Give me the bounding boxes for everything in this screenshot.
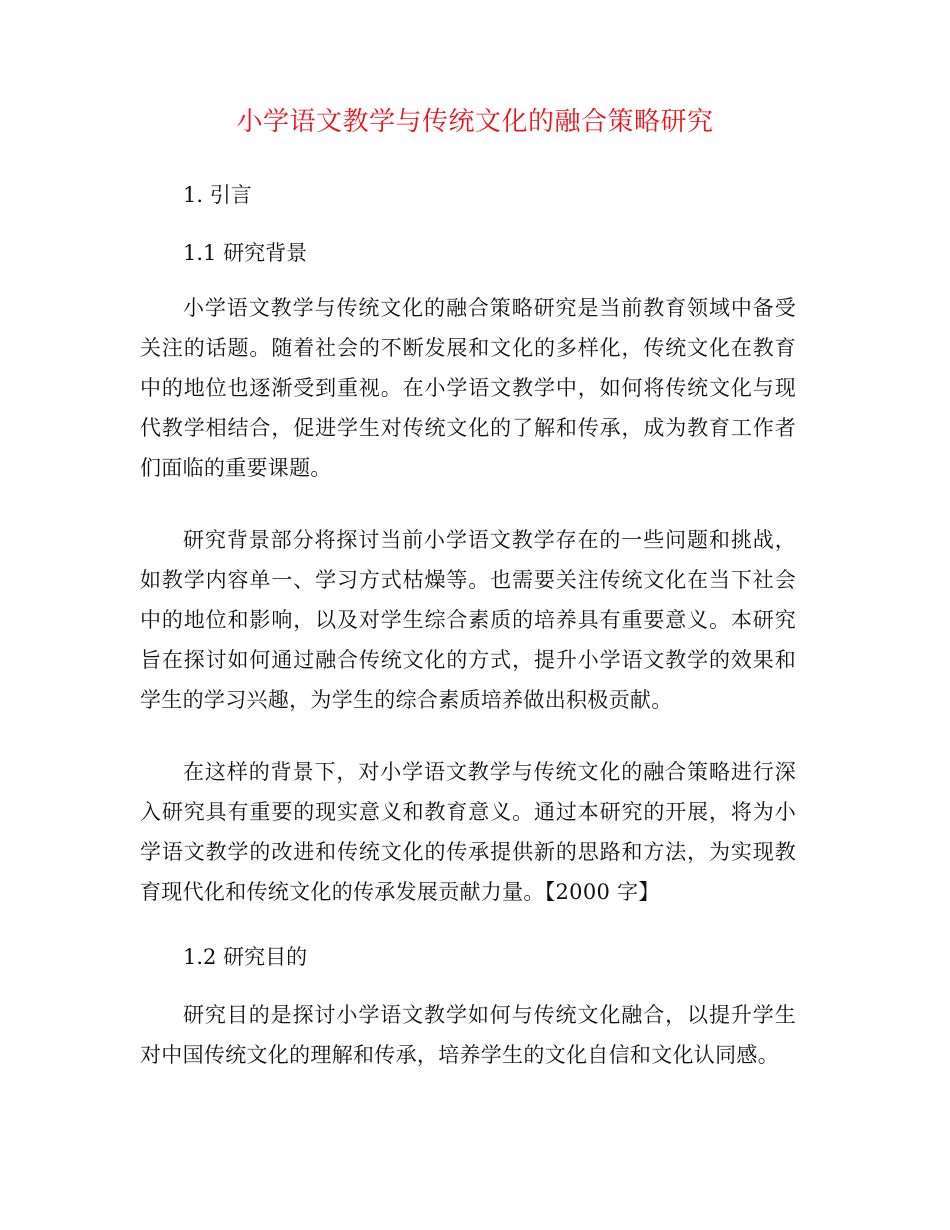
section-heading-purpose: 1.2 研究目的 bbox=[183, 945, 308, 969]
paragraph-purpose: 研究目的是探讨小学语文教学如何与传统文化融合，以提升学生对中国传统文化的理解和传承，培养学生的文化自信和文化认同感。 bbox=[140, 1003, 796, 1067]
paragraph-background-1: 小学语文教学与传统文化的融合策略研究是当前教育领域中备受关注的话题。随着社会的不断发展和文化的多样化，传统文化在教育中的地位也逐渐受到重视。在小学语文教学中，如何将传统文化与现代教学相结合，促进学生对传统文化的了解和传承，成为教育工作者们面临的重要课题。 bbox=[140, 296, 796, 480]
paragraph-background-3: 在这样的背景下，对小学语文教学与传统文化的融合策略进行深入研究具有重要的现实意义和教育意义。通过本研究的开展，将为小学语文教学的改进和传统文化的传承提供新的思路和方法，为实现教育现代化和传统文化的传承发展贡献力量。【2000 字】 bbox=[140, 760, 796, 904]
paragraph-background-2: 研究背景部分将探讨当前小学语文教学存在的一些问题和挑战，如教学内容单一、学习方式枯燥等。也需要关注传统文化在当下社会中的地位和影响，以及对学生综合素质的培养具有重要意义。本研究旨在探讨如何通过融合传统文化的方式，提升小学语文教学的效果和学生的学习兴趣，为学生的综合素质培养做出积极贡献。 bbox=[140, 528, 796, 712]
document-title: 小学语文教学与传统文化的融合策略研究 bbox=[236, 107, 714, 137]
section-heading-background: 1.1 研究背景 bbox=[183, 241, 308, 265]
section-heading-introduction: 1. 引言 bbox=[183, 183, 252, 207]
